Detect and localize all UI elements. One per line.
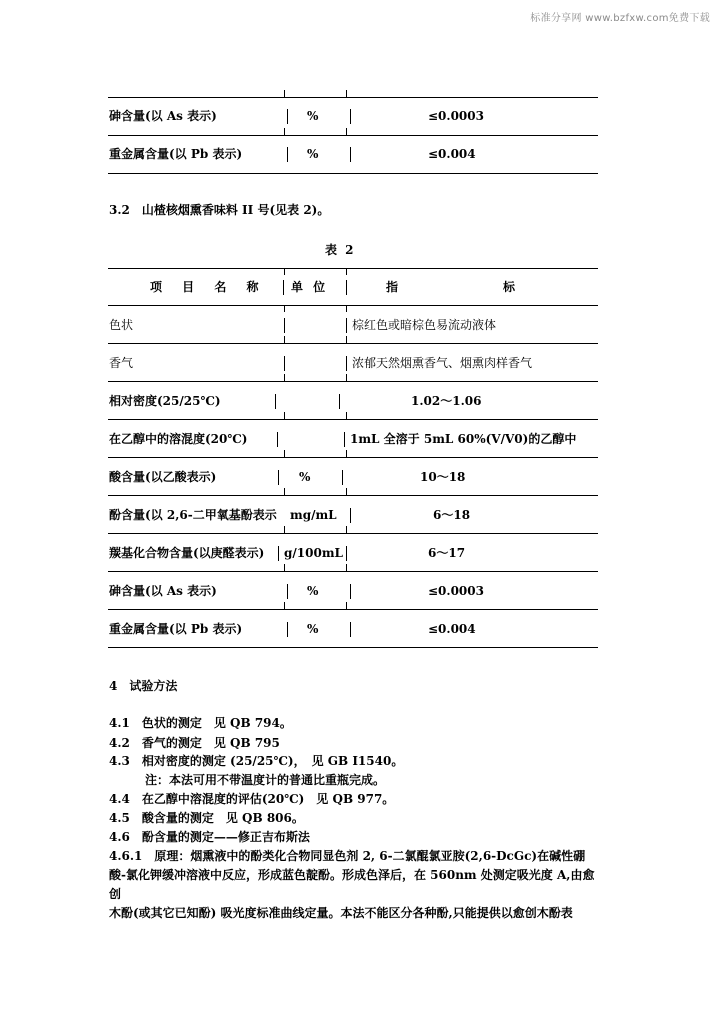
col-tick	[346, 450, 347, 457]
row-item: 香气	[109, 356, 134, 370]
col-divider	[287, 584, 288, 599]
table-rule	[108, 609, 598, 610]
col-cross	[342, 609, 351, 610]
table-rule	[108, 647, 598, 648]
col-cross	[280, 457, 289, 458]
col-divider	[344, 432, 345, 447]
table-rule	[108, 571, 598, 572]
row-item: 酚含量(以 2,6-二甲氧基酚表示	[109, 508, 277, 522]
row-value: ≤0.004	[428, 147, 476, 161]
col-tick	[284, 128, 285, 135]
col-cross	[342, 343, 351, 344]
list-item: 4.6 酚含量的测定——修正吉布斯法	[109, 830, 310, 844]
col-cross	[280, 571, 289, 572]
col-cross	[342, 419, 351, 420]
row-item: 相对密度(25/25℃)	[109, 394, 221, 408]
col-tick	[284, 305, 285, 312]
row-unit: g/100mL	[284, 546, 343, 560]
col-tick	[284, 602, 285, 609]
watermark: 标准分享网 www.bzfxw.com免费下载	[530, 13, 710, 24]
paragraph-line: 4.6.1 原理：烟熏液中的酚类化合物同显色剂 2, 6-二氯醌氯亚胺(2,6-DcGc)在碱性硼	[109, 849, 586, 863]
col-cross	[342, 495, 351, 496]
col-divider	[339, 394, 340, 409]
col-tick	[346, 128, 347, 135]
row-item: 重金属含量(以 Pb 表示)	[109, 622, 243, 636]
col-tick	[346, 526, 347, 533]
paragraph-line: 创	[109, 887, 122, 901]
col-divider	[346, 356, 347, 371]
col-divider	[278, 470, 279, 485]
table-rule	[108, 457, 598, 458]
list-item: 4.5 酸含量的测定 见 QB 806。	[109, 811, 304, 825]
list-item: 4.1 色状的测定 见 QB 794。	[109, 716, 292, 730]
section-heading-3-2: 3.2 山楂核烟熏香味料 II 号(见表 2)。	[109, 203, 330, 217]
col-divider	[284, 356, 285, 371]
header-index-right: 标	[503, 280, 516, 294]
col-tick	[284, 488, 285, 495]
row-item: 砷含量(以 As 表示)	[109, 584, 217, 598]
col-cross	[280, 495, 289, 496]
row-value: 6～18	[433, 508, 471, 522]
col-divider	[278, 546, 279, 561]
table-rule	[108, 343, 598, 344]
col-divider	[275, 394, 276, 409]
col-tick	[284, 268, 285, 275]
col-divider	[350, 109, 351, 124]
row-value: ≤0.0003	[428, 584, 484, 598]
col-tick	[284, 336, 285, 343]
col-tick	[284, 374, 285, 381]
col-divider	[287, 147, 288, 162]
col-tick	[284, 412, 285, 419]
col-divider	[284, 318, 285, 333]
table-rule	[108, 381, 598, 382]
row-unit: %	[307, 584, 319, 598]
header-unit: 单 位	[291, 280, 326, 294]
table-rule	[108, 268, 598, 269]
row-value: 1.02～1.06	[411, 394, 482, 408]
row-unit: %	[307, 109, 319, 123]
row-value: ≤0.0003	[428, 109, 484, 123]
list-item: 4.2 香气的测定 见 QB 795	[109, 736, 280, 750]
col-divider	[346, 280, 347, 295]
col-tick	[346, 564, 347, 571]
col-tick	[346, 305, 347, 312]
table-caption: 表 2	[325, 243, 354, 257]
row-unit: %	[307, 147, 319, 161]
table-rule	[108, 305, 598, 306]
row-value: 棕红色或暗棕色易流动液体	[352, 318, 497, 332]
row-unit: %	[299, 470, 311, 484]
col-divider	[350, 622, 351, 637]
col-divider	[287, 622, 288, 637]
col-tick	[284, 564, 285, 571]
col-divider	[350, 147, 351, 162]
table-rule	[108, 173, 598, 174]
col-tick	[346, 412, 347, 419]
col-tick	[346, 602, 347, 609]
col-cross	[280, 343, 289, 344]
col-tick	[346, 488, 347, 495]
col-tick	[346, 336, 347, 343]
row-value: 1mL 全溶于 5mL 60%(V/V0)的乙醇中	[350, 432, 577, 446]
col-cross	[342, 533, 351, 534]
col-divider	[342, 470, 343, 485]
col-divider	[283, 280, 284, 295]
row-item: 重金属含量(以 Pb 表示)	[109, 147, 243, 161]
table-rule	[108, 97, 598, 98]
col-divider	[346, 546, 347, 561]
col-tick	[346, 268, 347, 275]
col-cross	[280, 135, 289, 136]
note: 注：本法可用不带温度计的普通比重瓶完成。	[145, 773, 386, 787]
header-index-left: 指	[386, 280, 399, 294]
col-divider	[277, 432, 278, 447]
col-tick	[346, 374, 347, 381]
row-value: 6～17	[428, 546, 466, 560]
table-rule	[108, 533, 598, 534]
row-unit: mg/mL	[290, 508, 337, 522]
row-unit: %	[307, 622, 319, 636]
paragraph-line: 酸-氯化钾缓冲溶液中反应，形成蓝色靛酚。形成色泽后，在 560nm 处测定吸光度 A,由愈	[109, 868, 595, 882]
row-item: 在乙醇中的溶混度(20℃)	[109, 432, 248, 446]
list-item: 4.3 相对密度的测定 (25/25℃)， 见 GB I1540。	[109, 754, 404, 768]
col-cross	[280, 533, 289, 534]
table-rule	[108, 495, 598, 496]
col-tick	[346, 90, 347, 97]
list-item: 4.4 在乙醇中溶混度的评估(20℃) 见 QB 977。	[109, 792, 395, 806]
row-value: 10～18	[420, 470, 466, 484]
col-tick	[284, 450, 285, 457]
row-item: 酸含量(以乙酸表示)	[109, 470, 217, 484]
col-cross	[342, 97, 351, 98]
col-tick	[284, 90, 285, 97]
col-divider	[346, 318, 347, 333]
col-divider	[287, 109, 288, 124]
row-value: ≤0.004	[428, 622, 476, 636]
col-cross	[342, 135, 351, 136]
header-item: 项 目 名 称	[150, 280, 267, 294]
paragraph-line: 木酚(或其它已知酚) 吸光度标准曲线定量。本法不能区分各种酚,只能提供以愈创木酚表	[109, 906, 573, 920]
row-item: 羰基化合物含量(以庚醛表示)	[109, 546, 265, 560]
col-cross	[280, 381, 289, 382]
table-rule	[108, 419, 598, 420]
row-value: 浓郁天然烟熏香气、烟熏肉样香气	[352, 356, 533, 370]
col-cross	[342, 381, 351, 382]
col-divider	[350, 584, 351, 599]
col-cross	[280, 609, 289, 610]
col-cross	[280, 97, 289, 98]
col-cross	[342, 571, 351, 572]
col-divider	[350, 508, 351, 523]
section-heading-4: 4 试验方法	[109, 679, 178, 693]
col-cross	[280, 419, 289, 420]
row-item: 砷含量(以 As 表示)	[109, 109, 217, 123]
row-item: 色状	[109, 318, 134, 332]
table-rule	[108, 135, 598, 136]
col-tick	[284, 526, 285, 533]
col-cross	[342, 457, 351, 458]
